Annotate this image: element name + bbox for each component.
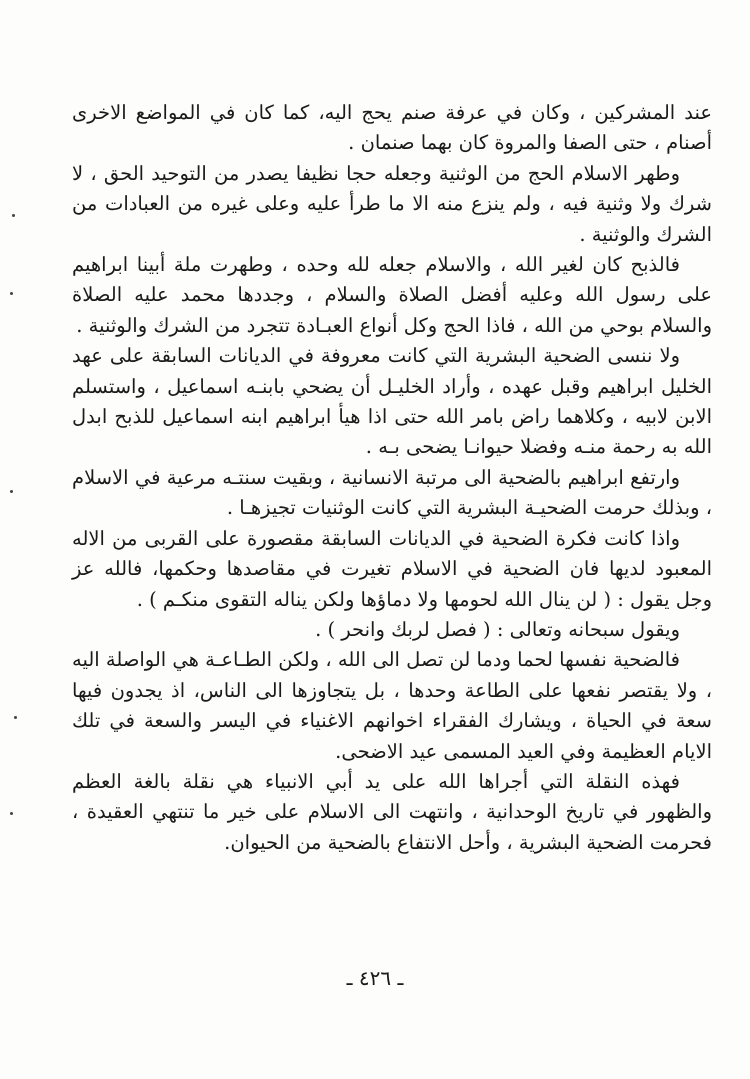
- paragraph-3: فالذبح كان لغير الله ، والاسلام جعله لله وحده ، وطهرت ملة أبينا ابراهيم على رسول الله وعليه أفضل الصلاة والسلام ، وجددها محمد عليه الصلاة والسلام بوحي من الله ، فاذا الحج وكل أنواع العبـادة تتجرد من الشرك والوثنية .: [72, 253, 712, 337]
- paragraph-4: ولا ننسى الضحية البشرية التي كانت معروفة في الديانات السابقة على عهد الخليل ابراهيم وقبل عهده ، وأراد الخليـل أن يضحي بابنـه اسماعيل ، واستسلم الابن لابيه ، وكلاهما راض بامر الله حتى اذا هيأ ابراهيم ابنه اسماعيل للذبح ابدل الله به رحمة منـه وفضلا حيوانـا يضحى بـه .: [72, 344, 712, 459]
- paragraph-2: وطهر الاسلام الحج من الوثنية وجعله حجا نظيفا يصدر من التوحيد الحق ، لا شرك ولا وثنية فيه ، ولم ينزع منه الا ما طرأ عليه وعلى غيره من العبادات من الشرك والوثنية .: [72, 161, 712, 246]
- scan-speck: [14, 716, 17, 719]
- paragraph-9: فهذه النقلة التي أجراها الله على يد أبي الانبياء هي نقلة بالغة العظم والظهور في تاريخ الوحدانية ، وانتهت الى الاسلام على خير ما تنتهي العقيدة ، فحرمت الضحية البشرية ، وأحل الانتفاع بالضحية من الحيوان.: [72, 769, 712, 854]
- body-text: [72, 98, 712, 858]
- paragraph-5: وارتفع ابراهيم بالضحية الى مرتبة الانسانية ، وبقيت سنتـه مرعية في الاسلام ، وبذلك حرمت الضحيـة البشرية التي كانت الوثنيات تجيزهـا .: [72, 465, 712, 520]
- scan-speck: [10, 490, 13, 493]
- scan-speck: [12, 214, 15, 217]
- paragraph-1: عند المشركين ، وكان في عرفة صنم يحج اليه، كما كان في المواضع الاخرى أصنام ، حتى الصفا والمروة كان بهما صنمان .: [72, 101, 712, 155]
- scan-speck: [10, 292, 13, 295]
- paragraph-8: فالضحية نفسها لحما ودما لن تصل الى الله ، ولكن الطـاعـة هي الواصلة اليه ، ولا يقتصر نفعها على الطاعة وحدها ، بل يتجاوزها الى الناس، اذ يجدون فيها سعة في الحياة ، ويشارك الفقراء اخوانهم الاغنياء في اليسر والسعة في تلك الايام العظيمة وفي العيد المسمى عيد الاضحى.: [72, 648, 712, 763]
- paragraph-7: ويقول سبحانه وتعالى : ( فصل لربك وانحر ) .: [315, 617, 680, 641]
- scan-speck: [10, 812, 13, 815]
- page-number: ـ ٤٢٦ ـ: [346, 966, 404, 990]
- paragraph-6: واذا كانت فكرة الضحية في الديانات السابقة مقصورة على القربى من الاله المعبود لديها فان الضحية في الاسلام تغيرت في مقاصدها وحكمها، فالله عز وجل يقول : ( لن ينال الله لحومها ولا دماؤها ولكن يناله التقوى منكـم ) .: [72, 526, 712, 611]
